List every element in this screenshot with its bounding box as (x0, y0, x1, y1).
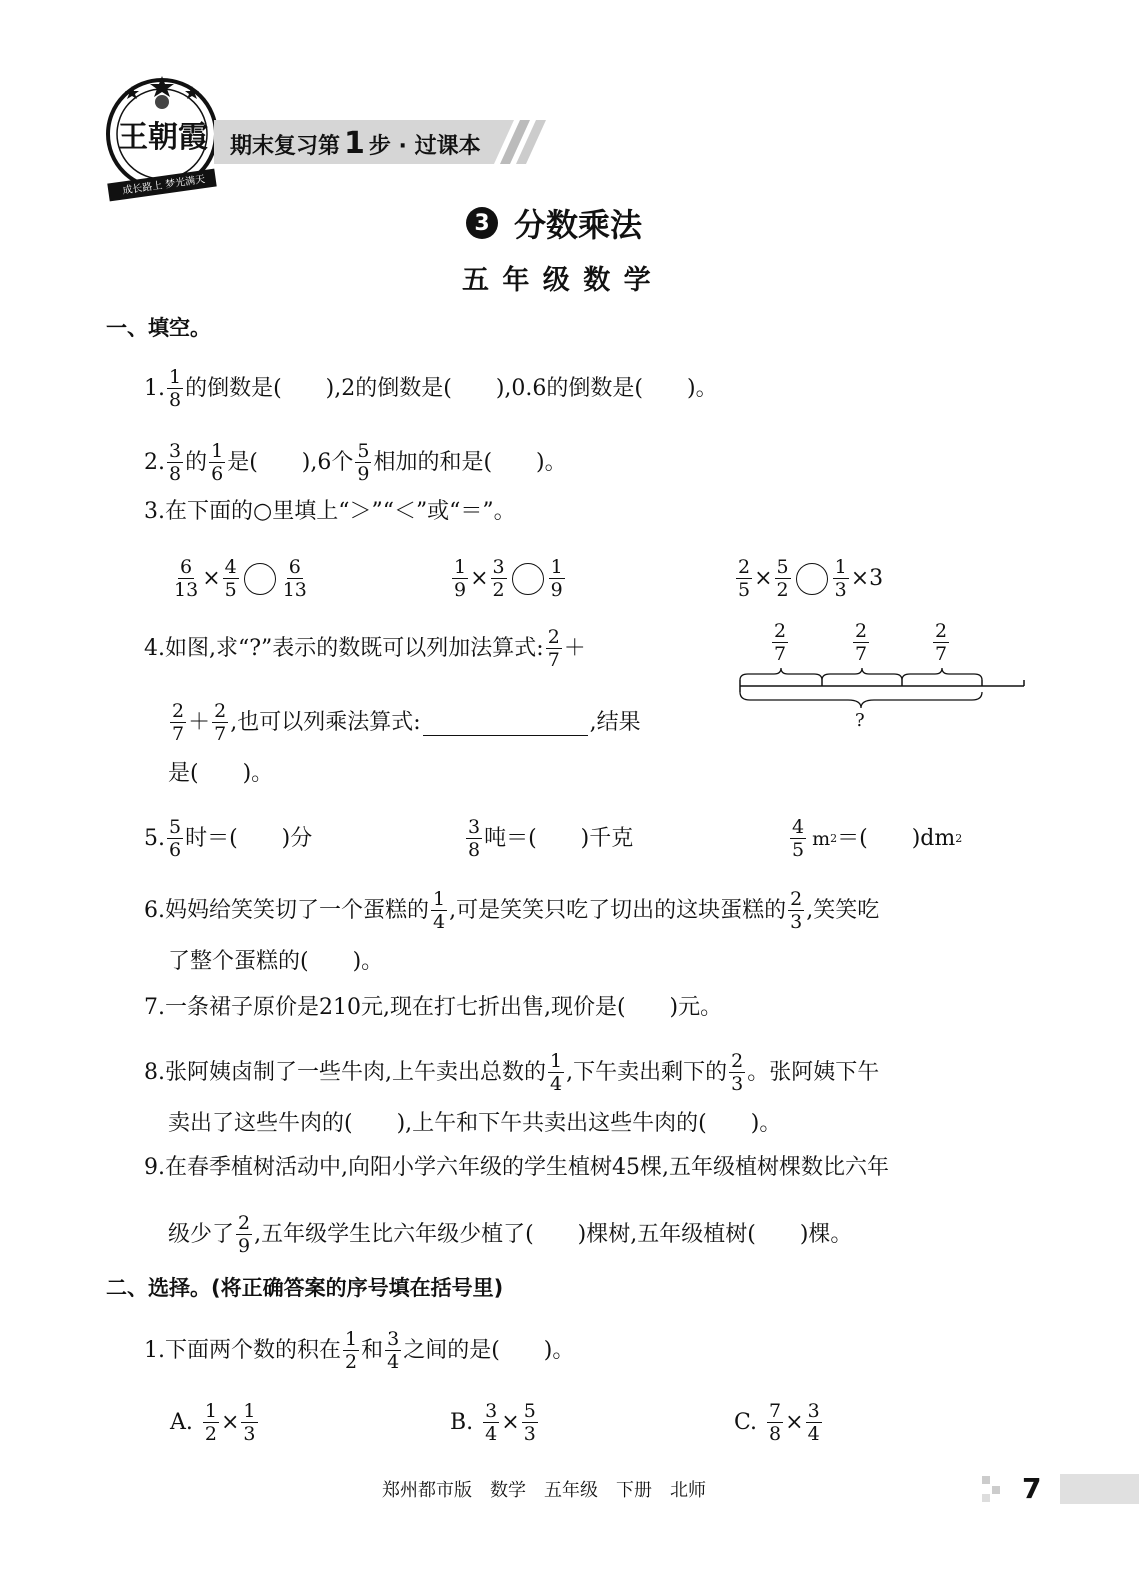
numerator: 1 (204, 1400, 217, 1422)
fraction (833, 556, 849, 601)
question-2 (144, 440, 567, 485)
denominator: 3 (834, 579, 847, 601)
superscript: 2 (955, 831, 963, 845)
q-number: 8. (144, 1059, 165, 1085)
denominator: 8 (769, 1423, 782, 1445)
chapter-number-badge: 3 (466, 207, 498, 239)
banner-tail: 步 · 过课本 (368, 134, 481, 159)
unit-m: m (812, 827, 831, 850)
numerator: 3 (807, 1400, 820, 1422)
q-text: 是( ),6个 (227, 449, 354, 475)
numerator: 3 (387, 1328, 400, 1350)
q-text: 的倒数是( ),2的倒数是( ),0.6的倒数是( )。 (185, 375, 718, 401)
denominator: 8 (169, 389, 182, 411)
question-8 (144, 1050, 879, 1095)
q-text: 吨＝( )千克 (484, 825, 634, 851)
numerator: 5 (776, 556, 789, 578)
numerator: 5 (523, 1400, 536, 1422)
numerator: 1 (433, 888, 446, 910)
option-b[interactable] (450, 1400, 540, 1445)
numerator: 1 (169, 366, 182, 388)
q-number: 4. (144, 635, 165, 661)
numerator: 6 (180, 556, 193, 578)
numerator: 1 (550, 1050, 563, 1072)
denominator: 7 (935, 643, 948, 665)
numerator: 2 (238, 1212, 251, 1234)
fraction (549, 556, 565, 601)
answer-blank[interactable] (423, 709, 588, 736)
question-8-line2 (168, 1110, 781, 1138)
numerator: 4 (792, 816, 805, 838)
operator: × (202, 565, 221, 591)
section-heading-choice: 二、选择。(将正确答案的序号填在括号里) (106, 1276, 504, 1300)
fraction (167, 440, 183, 485)
denominator: 3 (523, 1423, 536, 1445)
operator: × (754, 565, 773, 591)
denominator: 4 (807, 1423, 820, 1445)
operator: × (785, 1409, 804, 1435)
footer-text: 郑州都市版 数学 五年级 下册 北师 (382, 1480, 706, 1501)
denominator: 8 (468, 839, 481, 861)
q-number: 6. (144, 897, 165, 923)
fraction (172, 556, 200, 601)
question-5c (788, 816, 962, 861)
numerator: 6 (288, 556, 301, 578)
q-text: 一条裙子原价是210元,现在打七折出售,现价是( )元。 (165, 995, 723, 1020)
diagram-question-mark: ? (855, 710, 865, 731)
q-number: 2. (144, 449, 165, 475)
numerator: 1 (454, 556, 467, 578)
denominator: 9 (550, 579, 563, 601)
fraction (203, 1400, 219, 1445)
denominator: 5 (224, 579, 237, 601)
fraction (806, 1400, 822, 1445)
choice-question-1 (144, 1328, 574, 1373)
q-number: 1. (144, 1337, 165, 1363)
fraction (223, 556, 239, 601)
option-label: B. (450, 1409, 474, 1435)
q-number: 1. (144, 375, 165, 401)
numerator: 2 (855, 620, 868, 642)
footer-decoration (982, 1474, 1139, 1504)
fraction (790, 816, 806, 861)
diagram-fraction (933, 620, 949, 665)
fraction (788, 888, 804, 933)
diagram-fraction (853, 620, 869, 665)
fraction (491, 556, 507, 601)
denominator: 5 (792, 839, 805, 861)
fraction (167, 816, 183, 861)
fraction (385, 1328, 401, 1373)
denominator: 6 (211, 463, 224, 485)
denominator: 9 (357, 463, 370, 485)
q-text: 和 (361, 1337, 384, 1363)
numerator: 4 (224, 556, 237, 578)
subtitle: 五 年 级 数 学 (462, 265, 653, 296)
numerator: 1 (243, 1400, 256, 1422)
section-heading-fill: 一、填空。 (106, 316, 211, 340)
numerator: 5 (169, 816, 182, 838)
denominator: 4 (387, 1351, 400, 1373)
q-text: 下面两个数的积在 (165, 1337, 342, 1363)
logo-banner: 成长路上 梦光满天 (121, 174, 206, 197)
denominator: 3 (243, 1423, 256, 1445)
q-number: 3. (144, 499, 165, 524)
numerator: 3 (485, 1400, 498, 1422)
page-number: 7 (1022, 1472, 1042, 1505)
numerator: 2 (935, 620, 948, 642)
fraction (355, 440, 371, 485)
q-number: 9. (144, 1155, 165, 1180)
option-label: A. (170, 1409, 193, 1435)
answer-circle[interactable] (512, 563, 544, 595)
q-text: 在下面的○里填上“＞”“＜”或“＝”。 (165, 499, 516, 524)
denominator: 2 (345, 1351, 358, 1373)
fraction (236, 1212, 252, 1257)
logo (102, 72, 222, 202)
denominator: 8 (169, 463, 182, 485)
q-text: ,结果 (589, 709, 641, 735)
fraction (281, 556, 309, 601)
denominator: 3 (731, 1073, 744, 1095)
fraction (546, 626, 562, 671)
q-text: 如图,求“?”表示的数既可以列加法算式: (165, 635, 544, 661)
fraction (767, 1400, 783, 1445)
q-text: ,也可以列乘法算式: (230, 709, 421, 735)
logo-text: 王朝霞 (118, 120, 208, 155)
question-4-line3 (168, 760, 273, 788)
fraction (167, 366, 183, 411)
fraction (431, 888, 447, 933)
question-5b (464, 816, 633, 861)
denominator: 2 (204, 1423, 217, 1445)
numerator: 3 (468, 816, 481, 838)
question-6 (144, 888, 879, 933)
denominator: 4 (433, 911, 446, 933)
question-7 (144, 994, 722, 1022)
superscript: 2 (830, 831, 838, 845)
numerator: 3 (492, 556, 505, 578)
numerator: 1 (550, 556, 563, 578)
q-text: 卖出了这些牛肉的( ),上午和下午共卖出这些牛肉的( )。 (168, 1111, 782, 1136)
q-text: 妈妈给笑笑切了一个蛋糕的 (165, 897, 430, 923)
numerator: 1 (834, 556, 847, 578)
q-text: 之间的是( )。 (403, 1337, 575, 1363)
numerator: 2 (774, 620, 787, 642)
numerator: 2 (214, 700, 227, 722)
denominator: 2 (776, 579, 789, 601)
numerator: 2 (790, 888, 803, 910)
question-9-line2 (168, 1212, 852, 1257)
fraction (212, 700, 228, 745)
denominator: 4 (485, 1423, 498, 1445)
page-tab-icon (982, 1474, 1139, 1504)
q-text: ×3 (850, 565, 884, 591)
denominator: 3 (790, 911, 803, 933)
chapter-title-text: 分数乘法 (514, 206, 643, 244)
numerator: 3 (169, 440, 182, 462)
fraction (729, 1050, 745, 1095)
denominator: 6 (169, 839, 182, 861)
q-text: ,五年级学生比六年级少植了( )棵树,五年级植树( )棵。 (254, 1221, 853, 1247)
option-label: C. (734, 1409, 758, 1435)
step-banner (214, 120, 550, 164)
question-6-line2 (168, 948, 383, 976)
fraction (170, 700, 186, 745)
chapter-title (466, 200, 642, 246)
segment-diagram (736, 620, 1036, 740)
numerator: 7 (769, 1400, 782, 1422)
option-a[interactable] (170, 1400, 260, 1445)
q-text: ＝( )dm (837, 825, 956, 851)
denominator: 5 (738, 579, 751, 601)
question-3 (144, 498, 516, 526)
fraction (452, 556, 468, 601)
denominator: 4 (550, 1073, 563, 1095)
numerator: 1 (211, 440, 224, 462)
compare-c (734, 556, 883, 601)
fraction (343, 1328, 359, 1373)
q-text: ,可是笑笑只吃了切出的这块蛋糕的 (449, 897, 787, 923)
banner-number: 1 (344, 126, 365, 161)
option-c[interactable] (734, 1400, 824, 1445)
q-text: 张阿姨卤制了一些牛肉,上午卖出总数的 (165, 1059, 546, 1085)
fraction (775, 556, 791, 601)
operator: ＋ (563, 635, 586, 661)
q-text: 是( )。 (168, 761, 274, 786)
fraction (241, 1400, 257, 1445)
q-text: 。张阿姨下午 (747, 1059, 880, 1085)
q-text: ,下午卖出剩下的 (566, 1059, 728, 1085)
question-9 (144, 1154, 889, 1182)
q-text: 的 (185, 449, 208, 475)
compare-b (450, 556, 567, 601)
denominator: 9 (454, 579, 467, 601)
banner-text: 期末复习第 (230, 134, 341, 159)
denominator: 7 (214, 723, 227, 745)
numerator: 2 (738, 556, 751, 578)
diagram-fraction (772, 620, 788, 665)
denominator: 7 (172, 723, 185, 745)
numerator: 5 (357, 440, 370, 462)
numerator: 1 (345, 1328, 358, 1350)
question-4 (144, 626, 586, 671)
denominator: 7 (547, 649, 560, 671)
fraction (736, 556, 752, 601)
operator: × (220, 1409, 240, 1435)
operator: × (501, 1409, 520, 1435)
q-text: 了整个蛋糕的( )。 (168, 949, 384, 974)
operator: × (470, 565, 489, 591)
q-text: 级少了 (168, 1221, 235, 1247)
numerator: 2 (172, 700, 185, 722)
question-1 (144, 366, 718, 411)
denominator: 7 (855, 643, 868, 665)
answer-circle[interactable] (796, 563, 828, 595)
denominator: 13 (282, 579, 307, 601)
denominator: 9 (238, 1235, 251, 1257)
denominator: 13 (174, 579, 199, 601)
q-number: 7. (144, 995, 165, 1020)
answer-circle[interactable] (244, 563, 276, 595)
question-4-line2 (168, 700, 641, 745)
fraction (522, 1400, 538, 1445)
numerator: 2 (547, 626, 560, 648)
fraction (483, 1400, 499, 1445)
denominator: 7 (774, 643, 787, 665)
numerator: 2 (731, 1050, 744, 1072)
q-number: 5. (144, 825, 165, 851)
q-text: 相加的和是( )。 (373, 449, 567, 475)
q-text: 在春季植树活动中,向阳小学六年级的学生植树45棵,五年级植树棵数比六年 (165, 1155, 889, 1180)
fraction (209, 440, 225, 485)
operator: ＋ (188, 709, 211, 735)
q-text: 时＝( )分 (185, 825, 313, 851)
q-text: ,笑笑吃 (806, 897, 880, 923)
fraction (466, 816, 482, 861)
compare-a (170, 556, 311, 601)
question-5 (144, 816, 312, 861)
denominator: 2 (492, 579, 505, 601)
fraction (548, 1050, 564, 1095)
